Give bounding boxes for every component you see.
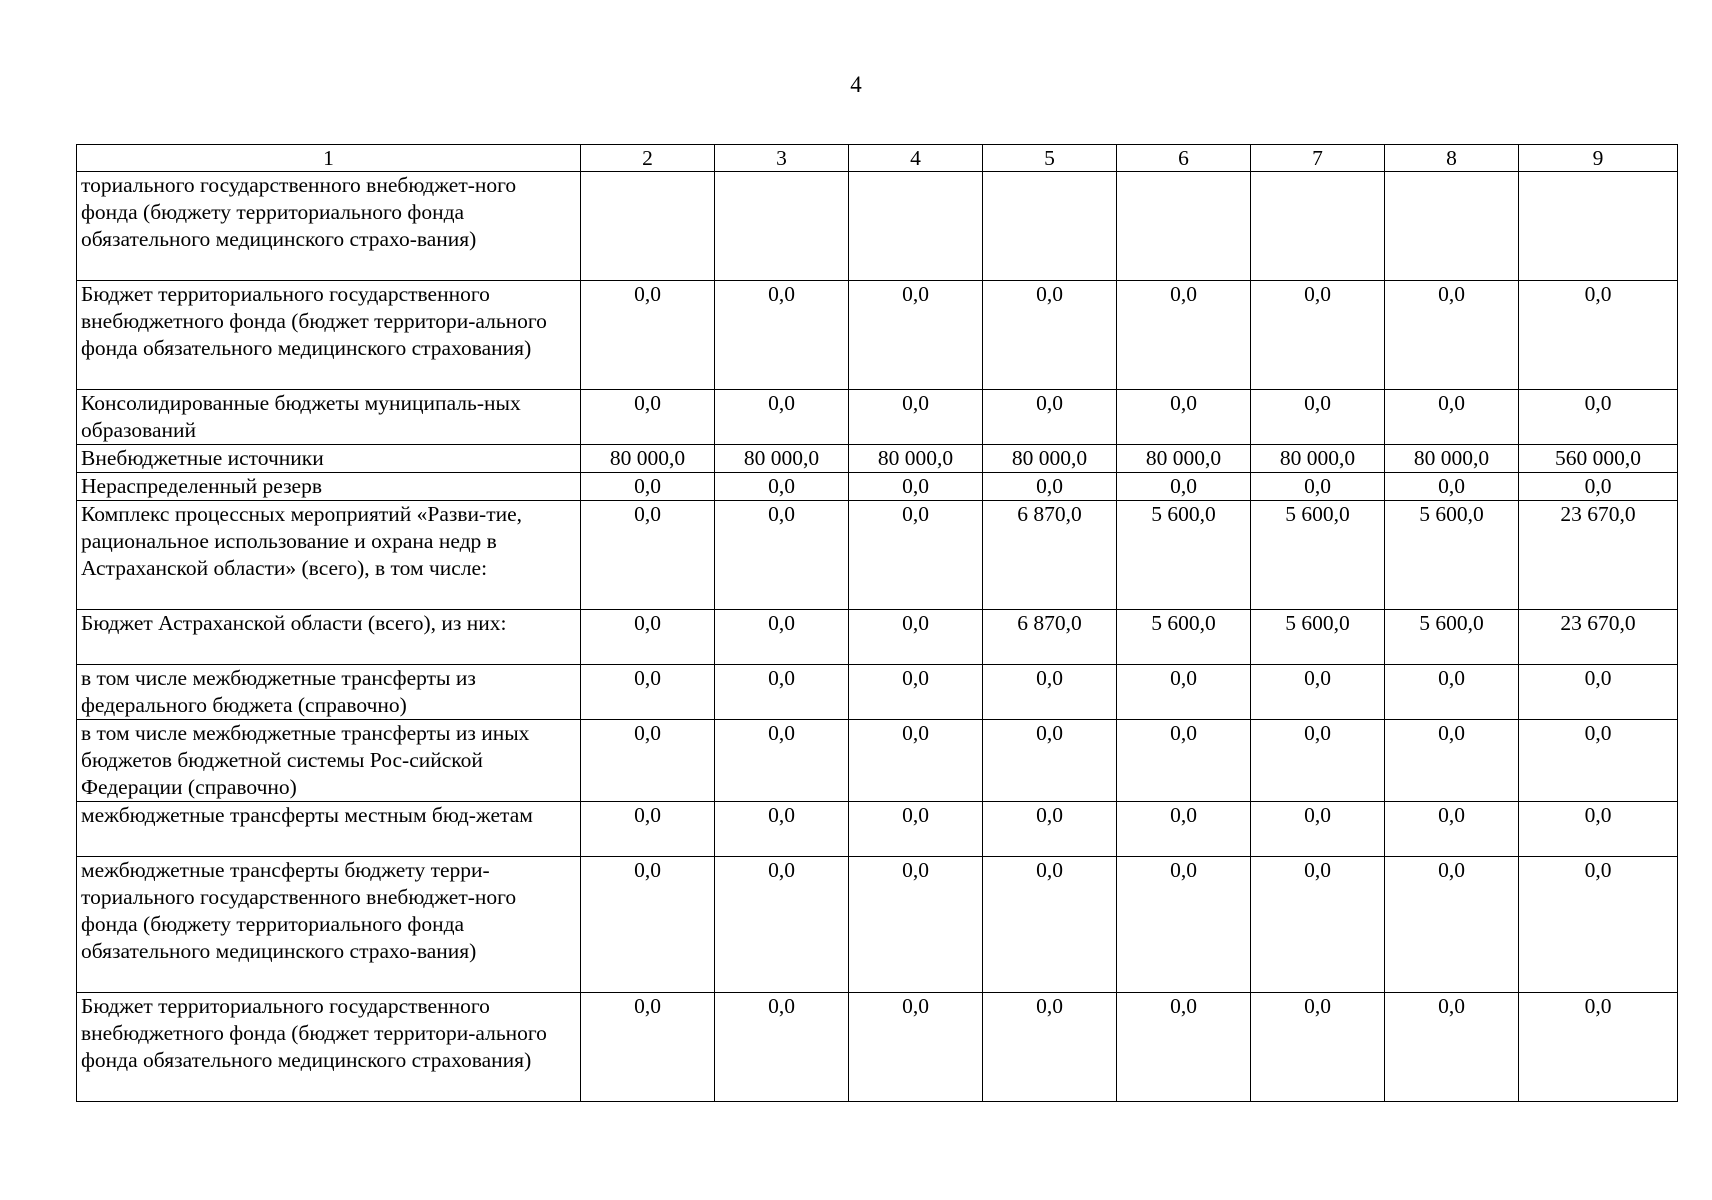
value-cell: 0,0: [581, 390, 715, 445]
column-header: 1: [77, 145, 581, 172]
value-cell: 0,0: [1251, 993, 1385, 1102]
table-row: [77, 390, 1678, 445]
value-cell: 0,0: [1519, 281, 1678, 390]
value-cell: 0,0: [983, 281, 1117, 390]
value-cell: [1117, 172, 1251, 281]
value-cell: 0,0: [1251, 281, 1385, 390]
table-row: [77, 857, 1678, 993]
value-cell: 5 600,0: [1385, 610, 1519, 665]
column-header: 5: [983, 145, 1117, 172]
value-cell: 0,0: [581, 720, 715, 802]
value-cell: 0,0: [581, 473, 715, 501]
value-cell: 0,0: [581, 993, 715, 1102]
value-cell: 0,0: [1117, 473, 1251, 501]
column-header: 9: [1519, 145, 1678, 172]
value-cell: 560 000,0: [1519, 445, 1678, 473]
value-cell: 0,0: [849, 473, 983, 501]
value-cell: 0,0: [849, 665, 983, 720]
table-row: [77, 610, 1678, 665]
value-cell: 0,0: [1385, 720, 1519, 802]
value-cell: 80 000,0: [1117, 445, 1251, 473]
value-cell: 0,0: [715, 802, 849, 857]
budget-table: [76, 144, 1678, 1102]
table-row: [77, 720, 1678, 802]
value-cell: [849, 172, 983, 281]
value-cell: 0,0: [1385, 390, 1519, 445]
value-cell: 0,0: [849, 857, 983, 993]
column-header: 7: [1251, 145, 1385, 172]
value-cell: 80 000,0: [849, 445, 983, 473]
table-row: [77, 993, 1678, 1102]
value-cell: 0,0: [1251, 857, 1385, 993]
value-cell: 0,0: [1251, 473, 1385, 501]
value-cell: 0,0: [1117, 720, 1251, 802]
value-cell: 0,0: [983, 993, 1117, 1102]
value-cell: 0,0: [715, 610, 849, 665]
row-label: Внебюджетные источники: [77, 445, 581, 473]
table-row: [77, 665, 1678, 720]
value-cell: 0,0: [1385, 473, 1519, 501]
value-cell: 6 870,0: [983, 610, 1117, 665]
value-cell: [1519, 172, 1678, 281]
value-cell: 0,0: [1385, 665, 1519, 720]
value-cell: 0,0: [983, 473, 1117, 501]
value-cell: 0,0: [1519, 473, 1678, 501]
row-label: межбюджетные трансферты местным бюд-жетам: [77, 802, 581, 857]
value-cell: 5 600,0: [1117, 610, 1251, 665]
value-cell: 23 670,0: [1519, 610, 1678, 665]
row-label: в том числе межбюджетные трансферты из федерального бюджета (справочно): [77, 665, 581, 720]
value-cell: 0,0: [715, 857, 849, 993]
value-cell: 0,0: [581, 610, 715, 665]
value-cell: 0,0: [715, 993, 849, 1102]
row-label: Комплекс процессных мероприятий «Разви-тие, рациональное использование и охрана недр в Астраханской области» (всего), в том числе:: [77, 501, 581, 610]
value-cell: [1251, 172, 1385, 281]
value-cell: 0,0: [1117, 390, 1251, 445]
value-cell: 80 000,0: [581, 445, 715, 473]
value-cell: 80 000,0: [1251, 445, 1385, 473]
value-cell: [983, 172, 1117, 281]
row-label: Консолидированные бюджеты муниципаль-ных образований: [77, 390, 581, 445]
value-cell: 0,0: [581, 802, 715, 857]
column-header: 6: [1117, 145, 1251, 172]
value-cell: 80 000,0: [1385, 445, 1519, 473]
value-cell: 0,0: [983, 802, 1117, 857]
value-cell: 0,0: [581, 281, 715, 390]
value-cell: 0,0: [849, 610, 983, 665]
table-row: [77, 281, 1678, 390]
value-cell: 0,0: [581, 665, 715, 720]
value-cell: 0,0: [983, 857, 1117, 993]
value-cell: 0,0: [1117, 281, 1251, 390]
value-cell: 0,0: [715, 665, 849, 720]
value-cell: 0,0: [849, 802, 983, 857]
page-number: 4: [850, 72, 862, 97]
value-cell: 0,0: [1385, 281, 1519, 390]
column-header: 3: [715, 145, 849, 172]
value-cell: 0,0: [581, 501, 715, 610]
column-header: 2: [581, 145, 715, 172]
value-cell: 0,0: [715, 501, 849, 610]
value-cell: 23 670,0: [1519, 501, 1678, 610]
value-cell: 0,0: [1385, 993, 1519, 1102]
value-cell: [1385, 172, 1519, 281]
value-cell: 0,0: [983, 720, 1117, 802]
column-header: 8: [1385, 145, 1519, 172]
value-cell: 0,0: [1519, 802, 1678, 857]
table-row: [77, 445, 1678, 473]
value-cell: 0,0: [849, 993, 983, 1102]
row-label: Бюджет территориального государственного внебюджетного фонда (бюджет территори-ального фонда обязательного медицинского страхования): [77, 993, 581, 1102]
value-cell: 0,0: [1117, 665, 1251, 720]
column-number-row: [77, 145, 1678, 172]
column-header: 4: [849, 145, 983, 172]
row-label: Бюджет Астраханской области (всего), из них:: [77, 610, 581, 665]
table-row: [77, 501, 1678, 610]
value-cell: 0,0: [1385, 857, 1519, 993]
value-cell: 0,0: [1519, 720, 1678, 802]
value-cell: 0,0: [581, 857, 715, 993]
value-cell: 80 000,0: [983, 445, 1117, 473]
value-cell: 5 600,0: [1385, 501, 1519, 610]
value-cell: 0,0: [849, 501, 983, 610]
value-cell: 0,0: [1251, 390, 1385, 445]
value-cell: 0,0: [849, 720, 983, 802]
table-row: [77, 473, 1678, 501]
value-cell: 0,0: [715, 390, 849, 445]
value-cell: 0,0: [715, 281, 849, 390]
value-cell: 0,0: [1519, 665, 1678, 720]
table-row: [77, 172, 1678, 281]
value-cell: 6 870,0: [983, 501, 1117, 610]
value-cell: 0,0: [1117, 993, 1251, 1102]
value-cell: 80 000,0: [715, 445, 849, 473]
value-cell: 0,0: [1251, 802, 1385, 857]
value-cell: [581, 172, 715, 281]
value-cell: 0,0: [1251, 665, 1385, 720]
value-cell: 5 600,0: [1117, 501, 1251, 610]
value-cell: 0,0: [1519, 857, 1678, 993]
value-cell: 0,0: [1117, 857, 1251, 993]
value-cell: 0,0: [849, 390, 983, 445]
table-row: [77, 802, 1678, 857]
value-cell: 0,0: [983, 665, 1117, 720]
row-label: межбюджетные трансферты бюджету терри-ториального государственного внебюджет-ного фонда (бюджету территориального фонда обязательного медицинского страхо-вания): [77, 857, 581, 993]
value-cell: [715, 172, 849, 281]
value-cell: 0,0: [1251, 720, 1385, 802]
value-cell: 0,0: [1519, 390, 1678, 445]
value-cell: 0,0: [849, 281, 983, 390]
value-cell: 0,0: [715, 473, 849, 501]
value-cell: 5 600,0: [1251, 501, 1385, 610]
row-label: Бюджет территориального государственного внебюджетного фонда (бюджет территори-ального фонда обязательного медицинского страхования): [77, 281, 581, 390]
row-label: в том числе межбюджетные трансферты из иных бюджетов бюджетной системы Рос-сийской Федерации (справочно): [77, 720, 581, 802]
value-cell: 0,0: [1519, 993, 1678, 1102]
value-cell: 0,0: [1385, 802, 1519, 857]
value-cell: 0,0: [715, 720, 849, 802]
value-cell: 0,0: [983, 390, 1117, 445]
value-cell: 0,0: [1117, 802, 1251, 857]
row-label: Нераспределенный резерв: [77, 473, 581, 501]
row-label: ториального государственного внебюджет-ного фонда (бюджету территориального фонда обязательного медицинского страхо-вания): [77, 172, 581, 281]
value-cell: 5 600,0: [1251, 610, 1385, 665]
